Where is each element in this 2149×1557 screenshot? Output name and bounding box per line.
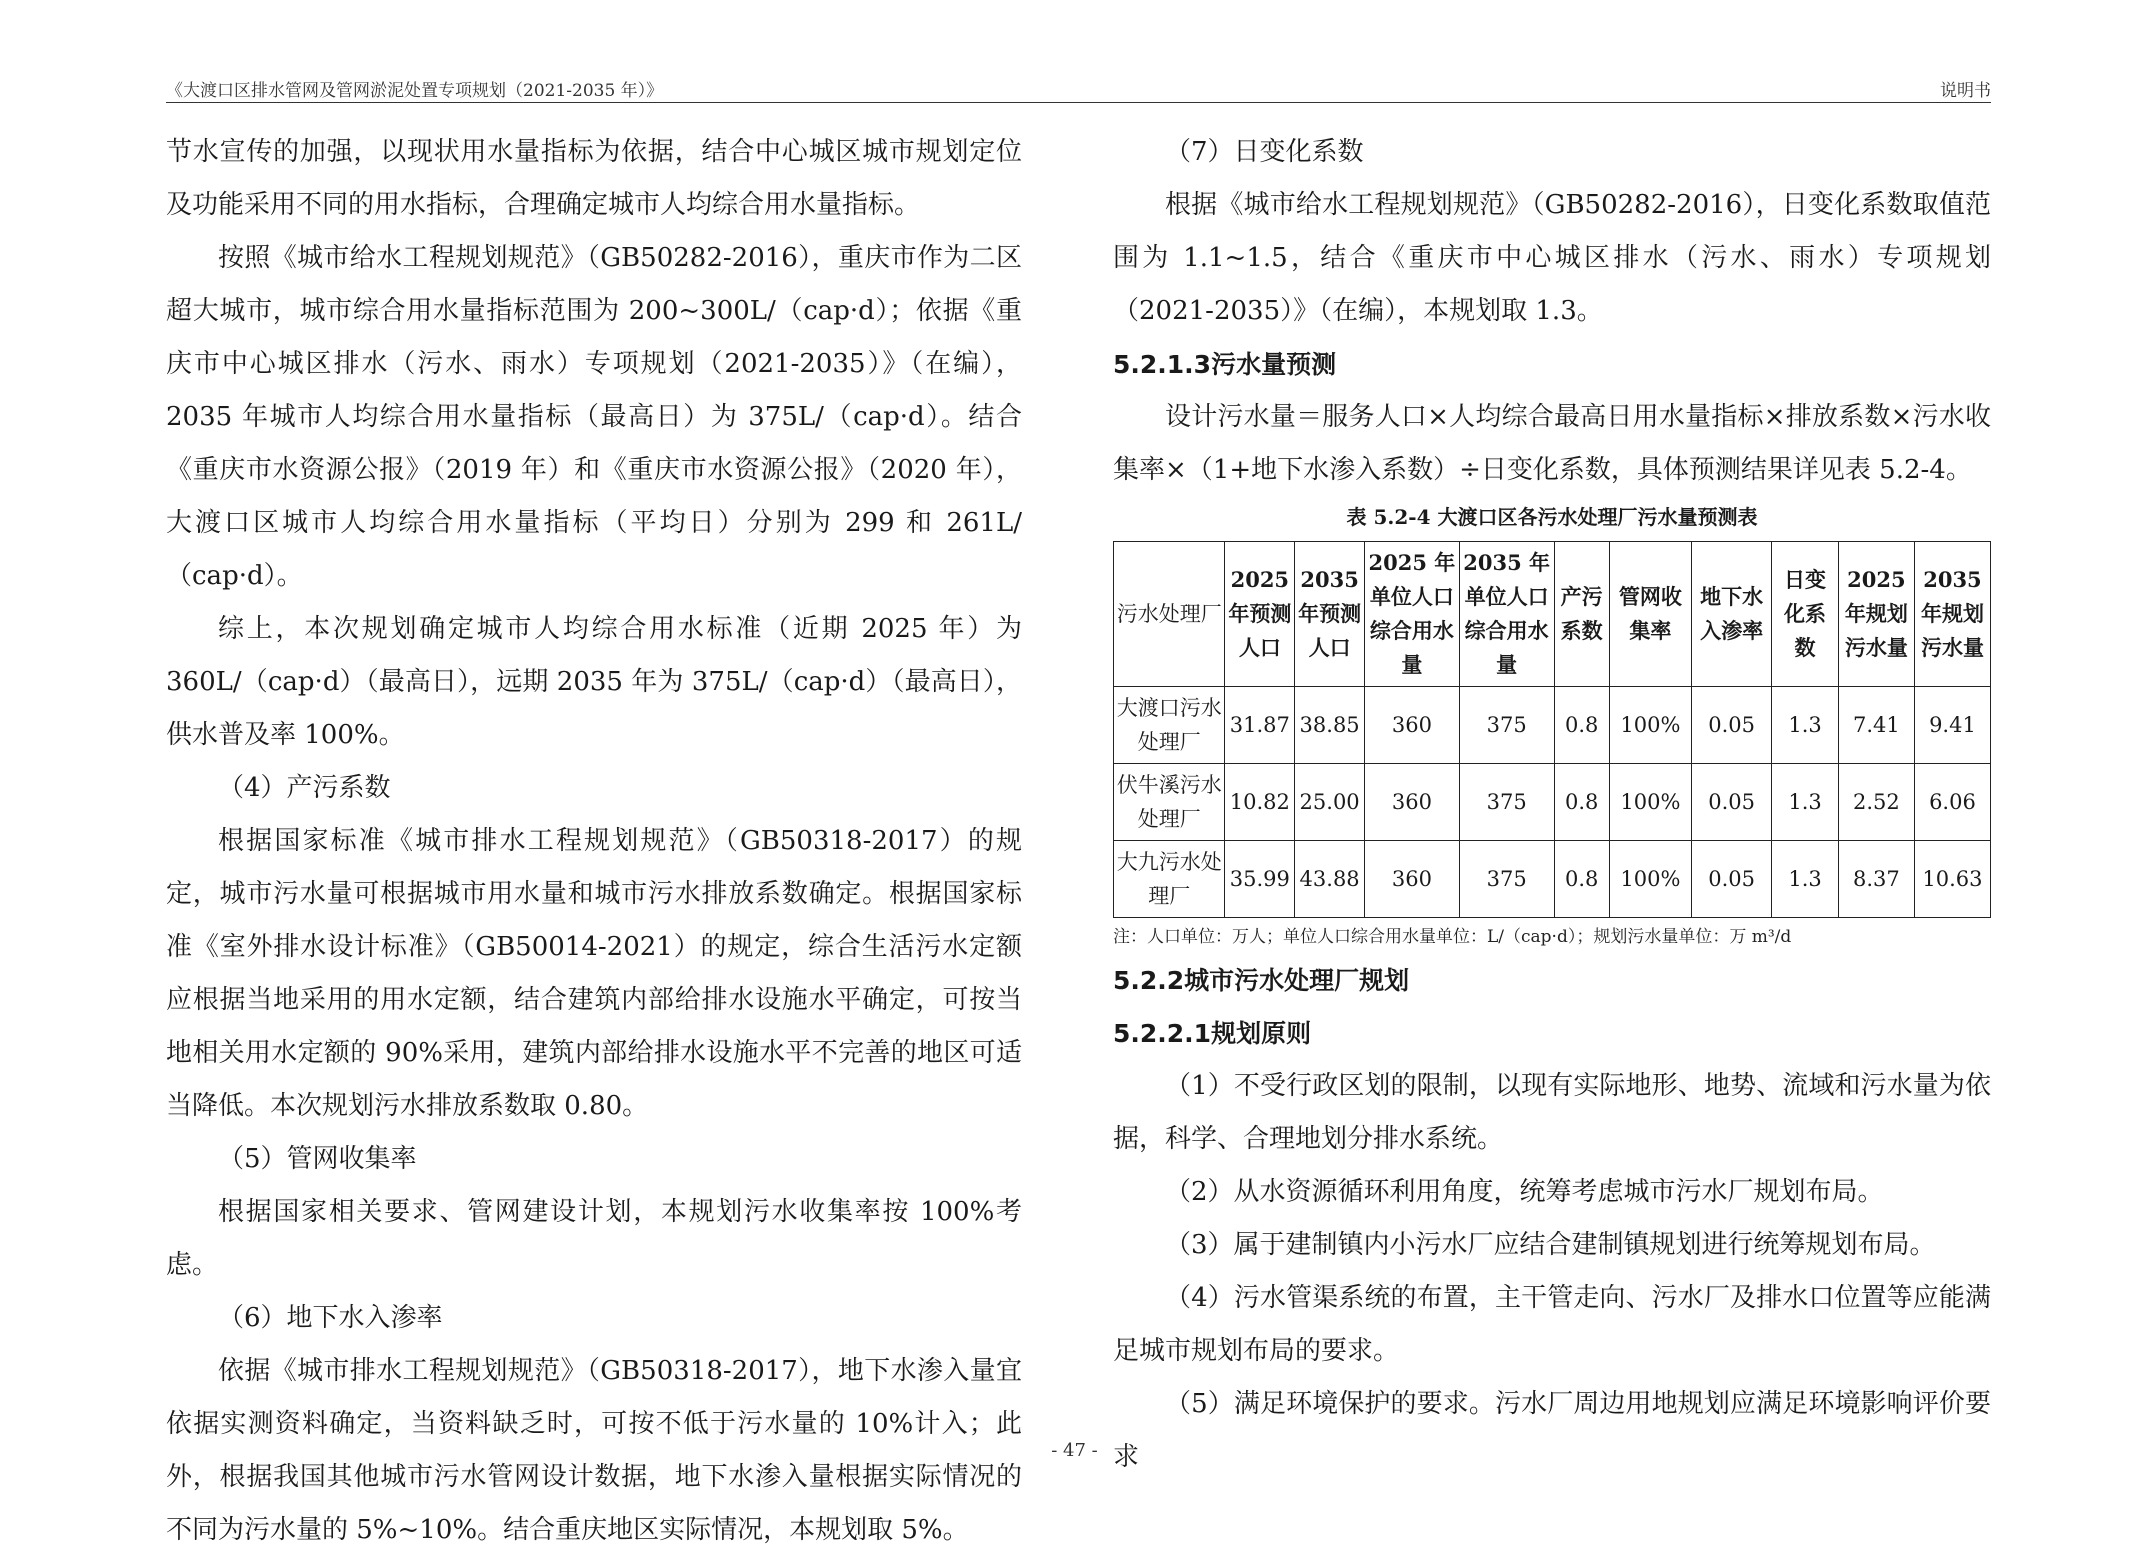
table-cell: 0.8 xyxy=(1554,687,1609,764)
paragraph: 根据国家标准《城市排水工程规划规范》（GB50318-2017）的规定，城市污水量可根据城市用水量和城市污水排放系数确定。根据国家标准《室外排水设计标准》（GB50014-2021）的规定，综合生活污水定额应根据当地采用的用水定额，结合建筑内部给排水设施水平确定，可按当地相关用水定额的 90%采用，建筑内部给排水设施水平不完善的地区可适当降低。本次规划污水排放系数取 0.80。 xyxy=(166,826,1022,1121)
table-cell: 375 xyxy=(1459,687,1554,764)
table-cell: 6.06 xyxy=(1914,764,1990,841)
table-cell: 0.05 xyxy=(1692,841,1772,918)
paragraph: 根据国家相关要求、管网建设计划，本规划污水收集率按 100%考虑。 xyxy=(166,1197,1022,1280)
table-cell: 0.05 xyxy=(1692,764,1772,841)
table-cell: 7.41 xyxy=(1838,687,1914,764)
table-cell: 360 xyxy=(1365,687,1460,764)
paragraph: 依据《城市排水工程规划规范》（GB50318-2017），地下水渗入量宜依据实测资料确定，当资料缺乏时，可按不低于污水量的 10%计入；此外，根据我国其他城市污水管网设计数据，地下水渗入量根据实际情况的不同为污水量的 5%~10%。结合重庆地区实际情况，本规划取 5%。 xyxy=(166,1356,1022,1545)
left-column xyxy=(166,126,1022,1557)
table-cell: 31.87 xyxy=(1225,687,1295,764)
table-row xyxy=(1114,764,1991,841)
table-cell: 0.05 xyxy=(1692,687,1772,764)
page-header xyxy=(166,74,1991,103)
table-cell: 1.3 xyxy=(1772,841,1839,918)
table-cell: 375 xyxy=(1459,841,1554,918)
table-row xyxy=(1114,841,1991,918)
subheading: （5）管网收集率 xyxy=(218,1144,417,1174)
table-cell: 伏牛溪污水处理厂 xyxy=(1114,764,1225,841)
paragraph: 节水宣传的加强，以现状用水量指标为依据，结合中心城区城市规划定位及功能采用不同的用水指标，合理确定城市人均综合用水量指标。 xyxy=(166,137,1022,220)
table-cell: 25.00 xyxy=(1295,764,1365,841)
table-cell: 360 xyxy=(1365,764,1460,841)
principle-item: （3）属于建制镇内小污水厂应结合建制镇规划进行统筹规划布局。 xyxy=(1165,1230,1936,1260)
table-header-cell: 日变化系数 xyxy=(1772,542,1839,687)
table-note: 注：人口单位：万人；单位人口综合用水量单位：L/（cap·d）；规划污水量单位：万 m³/d xyxy=(1113,927,1792,947)
table-row xyxy=(1114,687,1991,764)
table-cell: 1.3 xyxy=(1772,687,1839,764)
table-cell: 1.3 xyxy=(1772,764,1839,841)
table-cell: 0.8 xyxy=(1554,841,1609,918)
table-cell: 2.52 xyxy=(1838,764,1914,841)
page-number: - 47 - xyxy=(1051,1440,1098,1461)
table-cell: 100% xyxy=(1609,687,1691,764)
table-header-cell: 2025 年单位人口综合用水量 xyxy=(1365,542,1460,687)
principle-item: （4）污水管渠系统的布置，主干管走向、污水厂及排水口位置等应能满足城市规划布局的要求。 xyxy=(1113,1283,1991,1366)
section-heading: 5.2.2.1规划原则 xyxy=(1113,1019,1312,1048)
paragraph: 综上，本次规划确定城市人均综合用水标准（近期 2025 年）为 360L/（cap·d）（最高日），远期 2035 年为 375L/（cap·d）（最高日），供水普及率 100%。 xyxy=(166,614,1022,750)
subheading: （4）产污系数 xyxy=(218,773,391,803)
table-cell: 100% xyxy=(1609,841,1691,918)
table-cell: 375 xyxy=(1459,764,1554,841)
principle-item: （5）满足环境保护的要求。污水厂周边用地规划应满足环境影响评价要求 xyxy=(1113,1389,1991,1472)
subheading: （7）日变化系数 xyxy=(1165,137,1364,167)
principle-item: （1）不受行政区划的限制，以现有实际地形、地势、流域和污水量为依据，科学、合理地划分排水系统。 xyxy=(1113,1071,1991,1154)
table-header-cell: 2035 年规划污水量 xyxy=(1914,542,1990,687)
table-header-cell: 地下水入渗率 xyxy=(1692,542,1772,687)
table-header-row xyxy=(1114,542,1991,687)
section-heading: 5.2.2城市污水处理厂规划 xyxy=(1113,966,1410,995)
table-cell: 0.8 xyxy=(1554,764,1609,841)
table-header-cell: 2035 年单位人口综合用水量 xyxy=(1459,542,1554,687)
table-header-cell: 产污系数 xyxy=(1554,542,1609,687)
table-cell: 100% xyxy=(1609,764,1691,841)
paragraph: 设计污水量＝服务人口×人均综合最高日用水量指标×排放系数×污水收集率×（1+地下水渗入系数）÷日变化系数，具体预测结果详见表 5.2-4。 xyxy=(1113,402,1991,485)
table-cell: 10.82 xyxy=(1225,764,1295,841)
table-header-cell: 污水处理厂 xyxy=(1114,542,1225,687)
table-cell: 8.37 xyxy=(1838,841,1914,918)
sewage-forecast-table xyxy=(1113,541,1991,918)
table-header-cell: 2025 年预测人口 xyxy=(1225,542,1295,687)
principle-item: （2）从水资源循环利用角度，统筹考虑城市污水厂规划布局。 xyxy=(1165,1177,1884,1207)
section-heading: 5.2.1.3污水量预测 xyxy=(1113,350,1337,379)
table-cell: 360 xyxy=(1365,841,1460,918)
table-cell: 9.41 xyxy=(1914,687,1990,764)
table-header-cell: 2035 年预测人口 xyxy=(1295,542,1365,687)
table-caption: 表 5.2-4 大渡口区各污水处理厂污水量预测表 xyxy=(1346,505,1758,529)
table-header-cell: 管网收集率 xyxy=(1609,542,1691,687)
table-cell: 大九污水处理厂 xyxy=(1114,841,1225,918)
table-header-cell: 2025 年规划污水量 xyxy=(1838,542,1914,687)
table-cell: 38.85 xyxy=(1295,687,1365,764)
subheading: （6）地下水入渗率 xyxy=(218,1303,443,1333)
table-cell: 10.63 xyxy=(1914,841,1990,918)
table-cell: 大渡口污水处理厂 xyxy=(1114,687,1225,764)
document-title: 《大渡口区排水管网及管网淤泥处置专项规划（2021-2035 年）》 xyxy=(166,81,664,101)
table-cell: 35.99 xyxy=(1225,841,1295,918)
paragraph: 根据《城市给水工程规划规范》（GB50282-2016），日变化系数取值范围为 1.1~1.5，结合《重庆市中心城区排水（污水、雨水）专项规划（2021-2035）》（在编），本规划取 1.3。 xyxy=(1113,190,1991,326)
document-type: 说明书 xyxy=(1940,81,1991,101)
paragraph: 按照《城市给水工程规划规范》（GB50282-2016），重庆市作为二区超大城市，城市综合用水量指标范围为 200~300L/（cap·d）；依据《重庆市中心城区排水（污水、雨水）专项规划（2021-2035）》（在编），2035 年城市人均综合用水量指标（最高日）为 375L/（cap·d）。结合《重庆市水资源公报》（2019 年）和《重庆市水资源公报》（2020 年），大渡口区城市人均综合用水量指标（平均日）分别为 299 和 261L/（cap·d）。 xyxy=(166,243,1022,591)
right-column xyxy=(1113,126,1991,1484)
table-cell: 43.88 xyxy=(1295,841,1365,918)
